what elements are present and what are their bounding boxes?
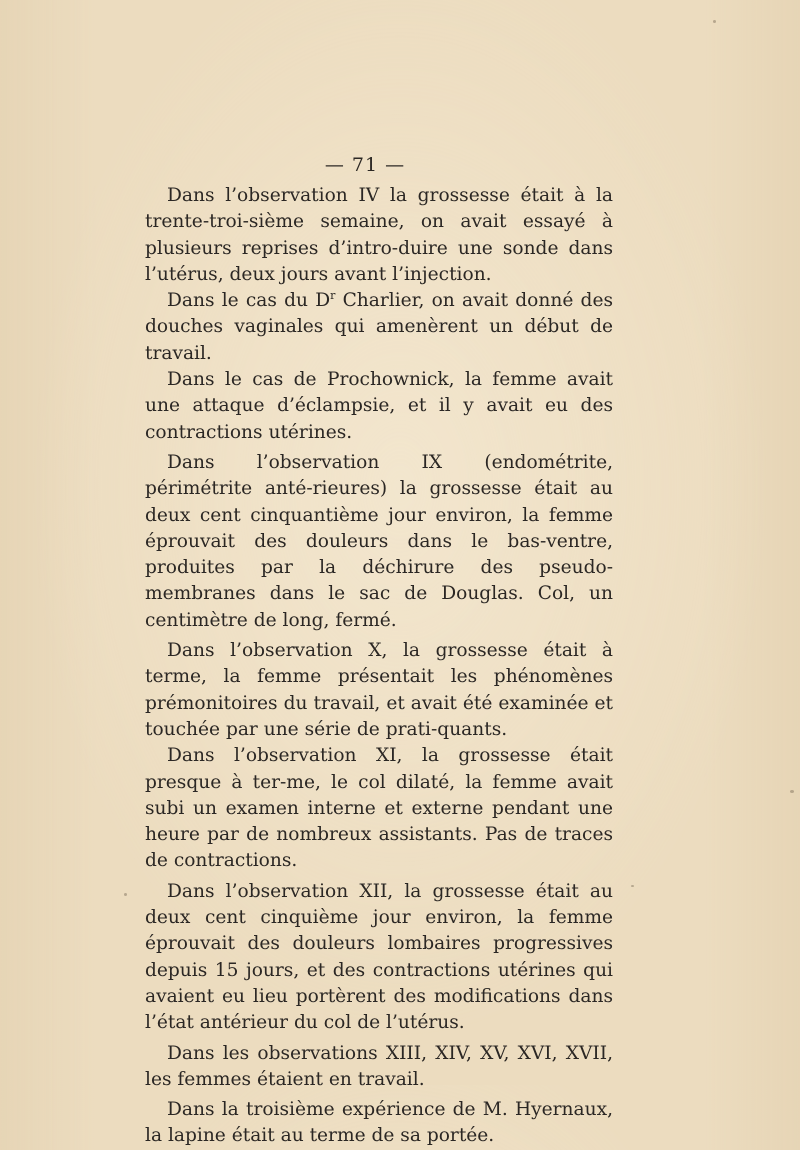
page-number: — 71 — bbox=[324, 154, 406, 176]
paragraph-observation-iv: Dans l’observation IV la grossesse était à la trente-troi-sième semaine, on avait essayé à plusieurs reprises d’intro-duire une sonde dans l’utérus, deux jours avant l’injection. bbox=[145, 185, 613, 285]
paragraph-observation-xii: Dans l’observation XII, la grossesse était au deux cent cinquième jour environ, la femme éprouvait des douleurs lombaires progressives depuis 15 jours, et des contractions utérines qui avaient eu lieu portèrent des modifications dans l’état antérieur du col de l’utérus. bbox=[145, 880, 613, 1034]
paragraph-observations-xiii-xvii: Dans les observations XIII, XIV, XV, XVI, XVII, les femmes étaient en travail. bbox=[145, 1042, 613, 1090]
paragraph-prochownick: Dans le cas de Prochownick, la femme avait une attaque d’éclampsie, et il y avait eu des contractions utérines. bbox=[145, 369, 613, 443]
paragraph-hyernaux: Dans la troisième expérience de M. Hyernaux, la lapine était au terme de sa portée. bbox=[145, 1099, 613, 1147]
paragraph-charlier-end: Charlier, on avait donné des douches vaginales qui amenèrent un début de travail. bbox=[145, 290, 613, 364]
doctor-abbrev-superscript: r bbox=[330, 289, 336, 302]
paper-speck bbox=[790, 790, 794, 793]
body-text bbox=[145, 183, 613, 1150]
paper-speck bbox=[124, 893, 127, 896]
paper-speck bbox=[631, 885, 634, 887]
paragraph-observation-ix: Dans l’observation IX (endométrite, périmétrite anté-rieures) la grossesse était au deux cent cinquantième jour environ, la femme éprouvait des douleurs dans le bas-ventre, produites par la déchirure des pseudo-membranes dans le sac de Douglas. Col, un centimètre de long, fermé. bbox=[145, 451, 613, 631]
paragraph-observation-x: Dans l’observation X, la grossesse était à terme, la femme présentait les phénomènes prémonitoires du travail, et avait été examinée et touchée par une série de prati-quants. bbox=[145, 640, 613, 740]
paragraph-charlier-start: Dans le cas du D bbox=[167, 290, 331, 312]
paragraph-observation-xi: Dans l’observation XI, la grossesse était presque à ter-me, le col dilaté, la femme avait subi un examen interne et externe pendant une heure par de nombreux assistants. Pas de traces de contractions. bbox=[145, 745, 613, 872]
paragraph-charlier bbox=[145, 288, 613, 367]
paper-speck bbox=[713, 20, 716, 23]
